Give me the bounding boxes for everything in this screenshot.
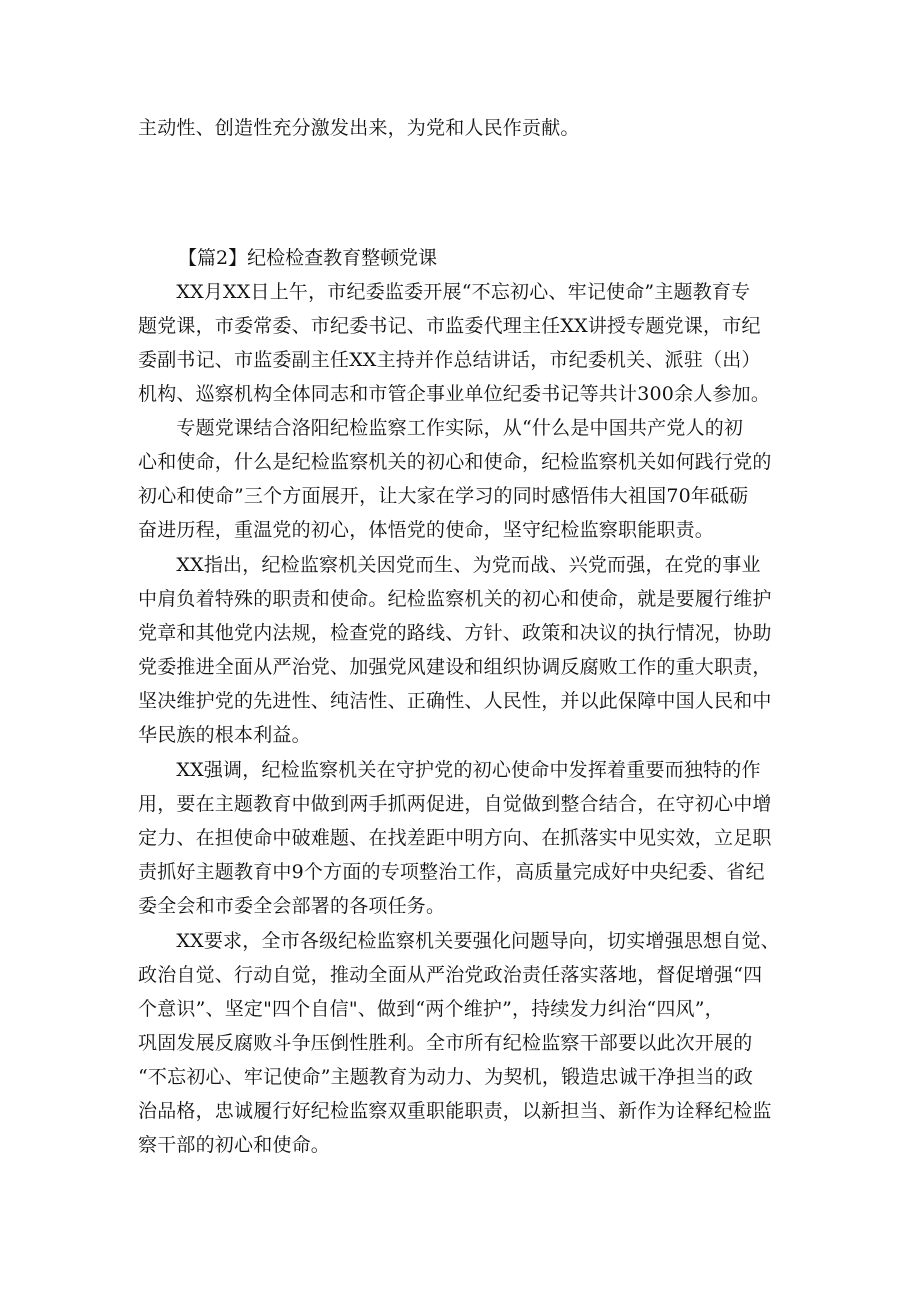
paragraph-line: 个意识”、坚定"四个自信"、做到“两个维护”，持续发力纠治“四风”，	[138, 998, 724, 1020]
paragraph-line: 机构、巡察机构全体同志和市管企事业单位纪委书记等共计300余人参加。	[138, 383, 771, 405]
paragraph-line: 心和使命，什么是纪检监察机关的初心和使命，纪检监察机关如何践行党的	[138, 451, 772, 473]
paragraph-line: 委全会和市委全会部署的各项任务。	[138, 895, 446, 917]
continuation-line: 主动性、创造性充分激发出来，为党和人民作贡献。	[138, 117, 580, 139]
paragraph-line: 奋进历程，重温党的初心，体悟党的使命，坚守纪检监察职能职责。	[138, 519, 715, 541]
paragraph-line: XX要求，全市各级纪检监察机关要强化问题导向，切实增强思想自觉、	[138, 930, 780, 952]
paragraph-line: 用，要在主题教育中做到两手抓两促进，自觉做到整合结合，在守初心中增	[138, 793, 772, 815]
paragraph-line: 党委推进全面从严治党、加强党风建设和组织协调反腐败工作的重大职责，	[138, 656, 772, 678]
paragraph-line: 党章和其他党内法规，检查党的路线、方针、政策和决议的执行情况，协助	[138, 622, 772, 644]
paragraph-line: XX指出，纪检监察机关因党而生、为党而战、兴党而强，在党的事业	[138, 554, 761, 576]
paragraph-line: 治品格，忠诚履行好纪检监察双重职能职责，以新担当、新作为诠释纪检监	[138, 1100, 772, 1122]
paragraph-line: “不忘初心、牢记使命”主题教育为动力、为契机，锻造忠诚干净担当的政	[138, 1066, 754, 1088]
paragraph-line: 政治自觉、行动自觉，推动全面从严治党政治责任落实落地，督促增强“四	[138, 964, 763, 986]
paragraph-line: 专题党课结合洛阳纪检监察工作实际，从“什么是中国共产党人的初	[138, 417, 744, 439]
paragraph-line: XX强调，纪检监察机关在守护党的初心使命中发挥着重要而独特的作	[138, 759, 761, 781]
paragraph-line: 华民族的根本利益。	[138, 724, 311, 746]
paragraph-line: XX月XX日上午，市纪委监委开展“不忘初心、牢记使命”主题教育专	[138, 281, 751, 303]
paragraph-line: 题党课，市委常委、市纪委书记、市监委代理主任XX讲授专题党课，市纪	[138, 315, 761, 337]
paragraph-line: 中肩负着特殊的职责和使命。纪检监察机关的初心和使命，就是要履行维护	[138, 588, 772, 610]
paragraph-line: 巩固发展反腐败斗争压倒性胜利。全市所有纪检监察干部要以此次开展的	[138, 1032, 753, 1054]
paragraph-line: 察干部的初心和使命。	[138, 1134, 331, 1156]
paragraph-line: 责抓好主题教育中9个方面的专项整治工作，高质量完成好中央纪委、省纪	[138, 861, 765, 883]
paragraph-line: 坚决维护党的先进性、纯洁性、正确性、人民性，并以此保障中国人民和中	[138, 690, 772, 712]
section-heading: 【篇2】纪检检查教育整顿党课	[178, 247, 438, 269]
paragraph-line: 定力、在担使命中破难题、在找差距中明方向、在抓落实中见实效，立足职	[138, 827, 772, 849]
paragraph-line: 委副书记、市监委副主任XX主持并作总结讲话，市纪委机关、派驻（出）	[138, 349, 761, 371]
paragraph-line: 初心和使命”三个方面展开，让大家在学习的同时感悟伟大祖国70年砥砺	[138, 485, 749, 507]
